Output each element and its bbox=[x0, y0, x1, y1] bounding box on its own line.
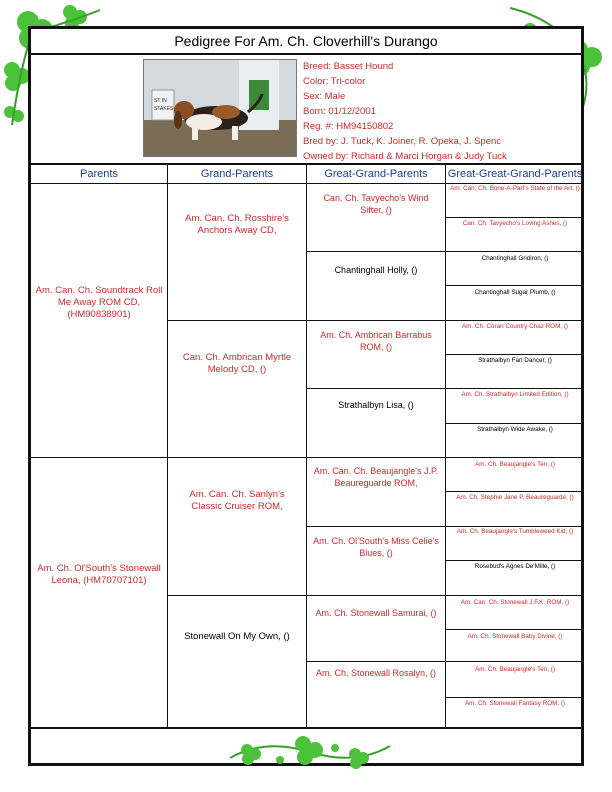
grandparent-3: Am. Can. Ch. Sanlyn's Classic Cruiser ROM, bbox=[189, 489, 285, 512]
great-great-grandparent-8: Strathalbyn Wide Awake, () bbox=[477, 426, 553, 433]
svg-text:STAKES: STAKES bbox=[154, 106, 174, 112]
great-great-grandparent-7: Am. Ch. Strathalbyn Limited Edition, () bbox=[461, 391, 569, 398]
photo-sign-text: ST IN bbox=[154, 98, 167, 104]
pedigree-frame bbox=[28, 26, 584, 766]
info-bred-by: Bred by: J. Tuck, K. Joiner, R. Opeka, J. Spenc bbox=[303, 136, 502, 147]
header-great-grandparents: Great-Grand-Parents bbox=[324, 168, 428, 180]
row-divider-gg-1 bbox=[445, 217, 584, 218]
shamrock-decoration-bottom bbox=[225, 728, 395, 774]
column-divider-2 bbox=[306, 163, 307, 727]
info-color: Color: Tri-color bbox=[303, 76, 366, 87]
row-divider-gg-2 bbox=[445, 285, 584, 286]
great-grandparent-2: Chantinghall Holly, () bbox=[334, 265, 418, 275]
row-divider-gg-8 bbox=[445, 697, 584, 698]
info-breed: Breed: Basset Hound bbox=[303, 61, 394, 72]
great-grandparent-6: Am. Ch. Ol'South's Miss Celie's Blues, () bbox=[313, 536, 439, 558]
great-great-grandparent-10: Am. Ch. Stephie Jane P. Beaureguarde, () bbox=[456, 494, 574, 501]
great-great-grandparent-11: Am. Ch. Beaujangle's Tumbleweed Kid, () bbox=[456, 528, 574, 535]
great-great-grandparent-2: Can. Ch. Tavyecho's Loving Ashes, () bbox=[462, 220, 568, 227]
column-divider-3 bbox=[445, 163, 446, 727]
great-great-grandparent-1: Am. Can. Ch. Bone-A-Part's State of the Art, () bbox=[450, 185, 580, 192]
header-great-great-grandparents: Great-Great-Grand-Parents bbox=[447, 168, 583, 180]
row-divider-g-4 bbox=[306, 661, 584, 662]
great-grandparent-8: Am. Ch. Stonewall Rosalyn, () bbox=[315, 668, 437, 678]
row-divider-gg-5 bbox=[445, 491, 584, 492]
parent-sire: Am. Can. Ch. Soundtrack Roll Me Away ROM CD, (HM90838901) bbox=[35, 285, 163, 320]
grandparent-4: Stonewall On My Own, () bbox=[184, 631, 290, 642]
title-divider bbox=[31, 53, 581, 55]
great-great-grandparent-13: Am. Can. Ch. Stonewall J.F.K. ROM, () bbox=[460, 599, 570, 606]
row-divider-gp-1 bbox=[167, 320, 584, 321]
page-title: Pedigree For Am. Ch. Cloverhill's Durango bbox=[174, 33, 438, 49]
row-divider-gg-7 bbox=[445, 629, 584, 630]
row-divider-g-2 bbox=[306, 388, 584, 389]
info-owned-by: Owned by: Richard & Marci Horgan & Judy Tuck bbox=[303, 151, 507, 162]
great-great-grandparent-14: Am. Ch. Stonewall Baby Divine, () bbox=[467, 633, 563, 640]
header-grandparents: Grand-Parents bbox=[200, 168, 274, 180]
great-grandparent-3: Am. Ch. Ambrican Barrabus ROM, () bbox=[320, 330, 432, 352]
row-divider-g-1 bbox=[306, 251, 584, 252]
great-great-grandparent-16: Am. Ch. Stonewall Fantasy ROM, () bbox=[464, 700, 566, 707]
row-divider-gg-3 bbox=[445, 354, 584, 355]
row-divider-gg-4 bbox=[445, 423, 584, 424]
row-divider-gp-2 bbox=[167, 595, 584, 596]
info-born: Born: 01/12/2001 bbox=[303, 106, 376, 117]
parent-dam: Am. Ch. Ol'South's Stonewall Leona, (HM70707101) bbox=[37, 563, 161, 586]
great-great-grandparent-3: Chantinghall Gridiron, () bbox=[481, 255, 549, 262]
great-grandparent-1: Can. Ch. Tavyecho's Wind Sifter, () bbox=[323, 193, 429, 215]
great-great-grandparent-15: Am. Ch. Beaujangle's Ten, () bbox=[475, 666, 555, 673]
great-great-grandparent-9: Am. Ch. Beaujangle's Ten, () bbox=[475, 461, 555, 468]
great-great-grandparent-6: Strathalbyn Fan Dancer, () bbox=[478, 357, 552, 364]
row-divider-gg-6 bbox=[445, 560, 584, 561]
row-divider-parents bbox=[31, 457, 584, 458]
info-sex: Sex: Male bbox=[303, 91, 346, 102]
info-reg: Reg. #: HM94150802 bbox=[303, 121, 394, 132]
header-parents: Parents bbox=[80, 168, 118, 180]
great-grandparent-7: Am. Ch. Stonewall Samurai, () bbox=[315, 608, 437, 618]
basset-hound-image bbox=[144, 60, 297, 157]
great-great-grandparent-12: Rosebud's Agnes De'Mille, () bbox=[474, 563, 556, 570]
great-grandparent-4: Strathalbyn Lisa, () bbox=[338, 400, 414, 410]
great-grandparent-5: Am. Can. Ch. Beaujangle's J.P. Beaureguarde ROM, bbox=[313, 466, 439, 488]
grandparent-2: Can. Ch. Ambrican Myrtle Melody CD, () bbox=[182, 352, 292, 375]
dog-info bbox=[303, 59, 573, 164]
dog-photo bbox=[143, 59, 297, 157]
column-divider-1 bbox=[167, 163, 168, 727]
great-great-grandparent-4: Chantinghall Sugar Plumb, () bbox=[474, 289, 556, 296]
grandparent-1: Am. Can. Ch. Rosshire's Anchors Away CD, bbox=[185, 213, 289, 236]
great-great-grandparent-5: Am. Ch. Coran Country Chaz ROM, () bbox=[461, 323, 569, 330]
